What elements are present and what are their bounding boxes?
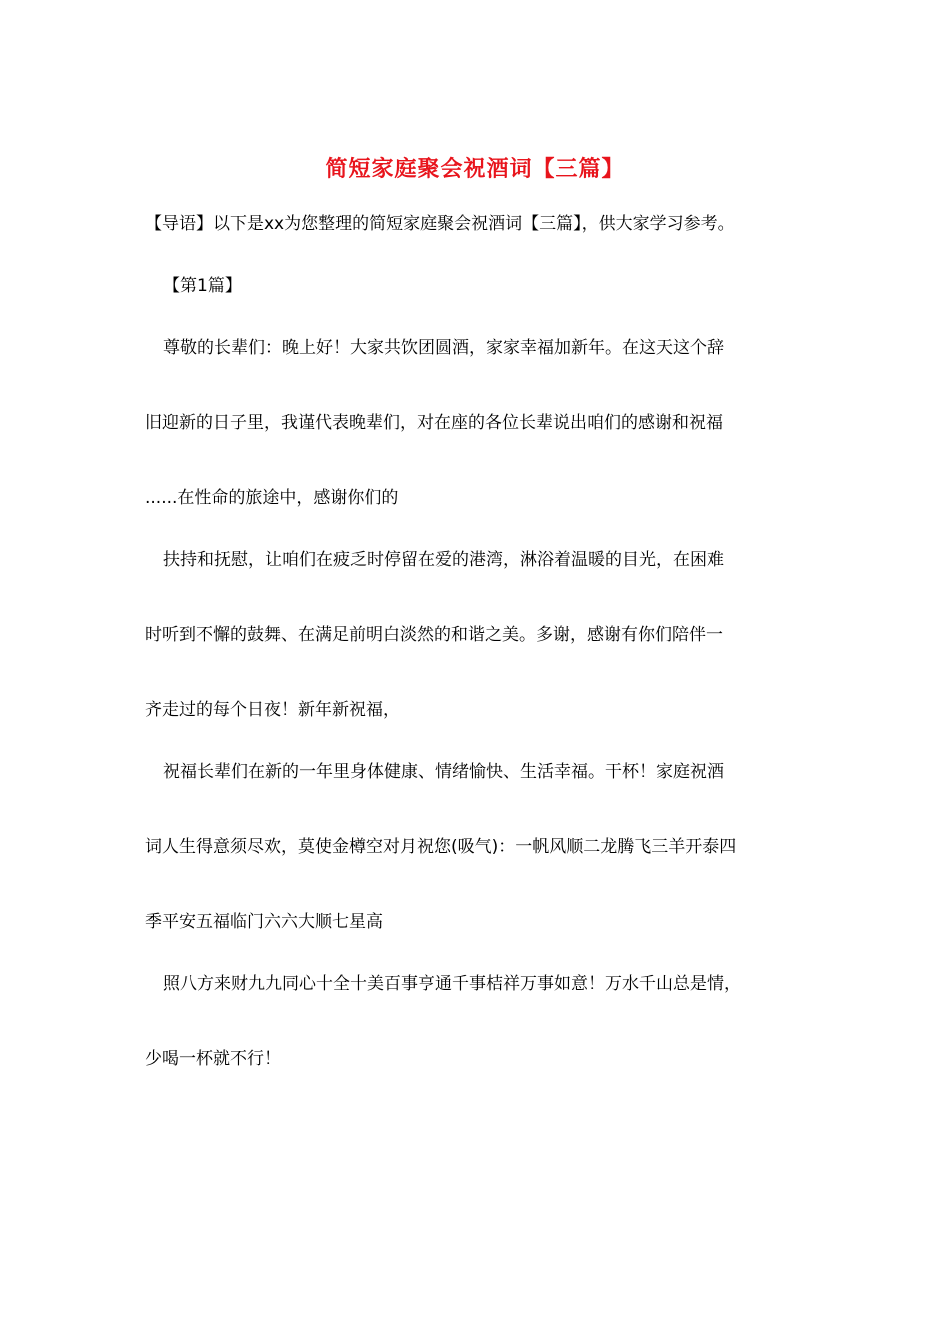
- body-line: 季平安五福临门六六大顺七星高: [145, 912, 383, 932]
- body-line: 旧迎新的日子里，我谨代表晚辈们，对在座的各位长辈说出咱们的感谢和祝福: [145, 413, 723, 433]
- body-line: 少喝一杯就不行！: [145, 1049, 281, 1069]
- body-line: 祝福长辈们在新的一年里身体健康、情绪愉快、生活幸福。干杯！家庭祝酒: [163, 762, 724, 782]
- body-line: 扶持和抚慰，让咱们在疲乏时停留在爱的港湾，淋浴着温暖的目光，在困难: [163, 550, 724, 570]
- section-heading: 【第1篇】: [163, 276, 242, 296]
- body-line: 齐走过的每个日夜！新年新祝福，: [145, 700, 400, 720]
- intro-paragraph: 【导语】以下是xx为您整理的简短家庭聚会祝酒词【三篇】，供大家学习参考。: [145, 214, 735, 234]
- document-title: 简短家庭聚会祝酒词【三篇】: [325, 156, 625, 182]
- body-line: 词人生得意须尽欢，莫使金樽空对月祝您(吸气)：一帆风顺二龙腾飞三羊开泰四: [145, 837, 737, 857]
- body-line: 尊敬的长辈们：晚上好！大家共饮团圆酒，家家幸福加新年。在这天这个辞: [163, 338, 724, 358]
- body-line: ......在性命的旅途中，感谢你们的: [145, 488, 399, 508]
- body-line: 照八方来财九九同心十全十美百事亨通千事桔祥万事如意！万水千山总是情，: [163, 974, 741, 994]
- body-line: 时听到不懈的鼓舞、在满足前明白淡然的和谐之美。多谢，感谢有你们陪伴一: [145, 625, 723, 645]
